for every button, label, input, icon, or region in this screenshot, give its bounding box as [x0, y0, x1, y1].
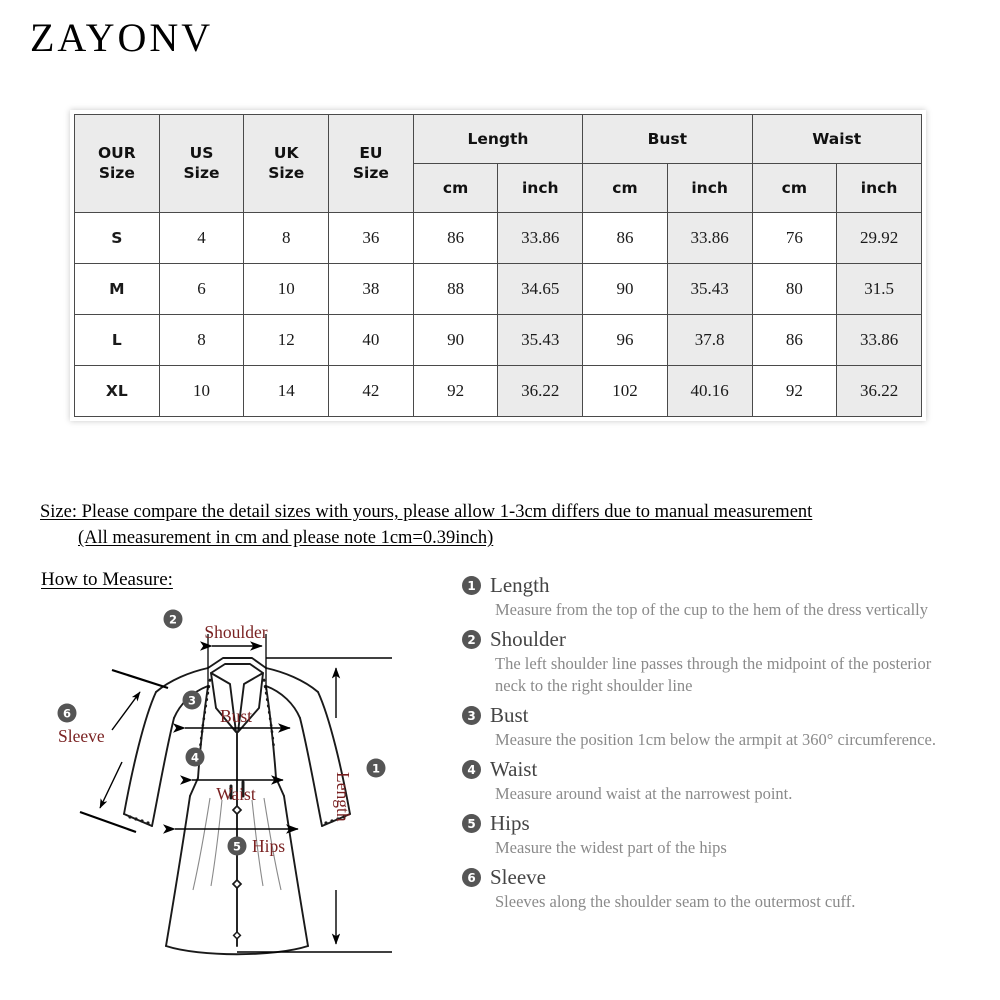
instruction-description: Measure around waist at the narrowest point.	[495, 784, 793, 804]
header-our-size-line2: Size	[98, 163, 135, 182]
cell-bust-cm: 96	[583, 315, 668, 366]
cell-bust-inch: 40.16	[667, 366, 752, 417]
header-us-size-line1: US	[189, 143, 214, 162]
instruction-item-hips	[462, 812, 962, 859]
instruction-header	[462, 866, 962, 889]
instruction-header	[462, 758, 962, 781]
cell-us-size: 4	[159, 213, 244, 264]
table-row	[75, 264, 922, 315]
diagram-badge-waist	[186, 748, 205, 767]
cell-waist-inch: 29.92	[837, 213, 922, 264]
cell-length-inch: 35.43	[498, 315, 583, 366]
cell-bust-cm: 86	[583, 213, 668, 264]
header-eu-size-line2: Size	[352, 163, 389, 182]
instruction-item-sleeve	[462, 866, 962, 913]
cell-eu-size: 38	[329, 264, 414, 315]
cell-bust-inch: 35.43	[667, 264, 752, 315]
diagram-badge-shoulder-number: 2	[168, 612, 178, 627]
header-our-size	[75, 115, 160, 213]
instruction-description: Measure from the top of the cup to the hem of the dress vertically	[495, 600, 928, 620]
diagram-label-hips: Hips	[252, 836, 286, 856]
cell-length-cm: 88	[413, 264, 498, 315]
cell-uk-size: 14	[244, 366, 329, 417]
instruction-title: Waist	[490, 757, 538, 782]
size-disclaimer	[40, 499, 980, 552]
diagram-label-length: Length	[333, 772, 353, 822]
size-chart-table	[74, 114, 922, 417]
header-eu-size	[329, 115, 414, 213]
measurement-instructions-list	[462, 574, 962, 920]
diagram-badge-hips-number: 5	[232, 839, 242, 854]
diagram-badge-waist-number: 4	[190, 750, 200, 765]
diagram-label-shoulder: Shoulder	[204, 622, 268, 642]
instruction-number-badge: 4	[462, 760, 481, 779]
instruction-number-badge: 6	[462, 868, 481, 887]
cell-waist-cm: 86	[752, 315, 837, 366]
diagram-label-waist: Waist	[216, 784, 256, 804]
diagram-badge-shoulder	[164, 610, 183, 629]
cell-uk-size: 10	[244, 264, 329, 315]
instruction-item-bust	[462, 704, 962, 751]
disclaimer-line-1: Size: Please compare the detail sizes with yours, please allow 1-3cm differs due to manual measurement	[40, 502, 813, 522]
brand-logo: ZAYONV	[30, 15, 214, 60]
instruction-header	[462, 704, 962, 727]
diagram-label-bust: Bust	[219, 706, 253, 726]
instruction-title: Sleeve	[490, 865, 546, 890]
cell-us-size: 6	[159, 264, 244, 315]
how-to-measure-heading: How to Measure:	[41, 569, 173, 590]
cell-length-inch: 34.65	[498, 264, 583, 315]
cell-waist-cm: 76	[752, 213, 837, 264]
header-our-size-line1: OUR	[97, 143, 136, 162]
diagram-badge-bust	[183, 691, 202, 710]
cell-bust-cm: 90	[583, 264, 668, 315]
header-uk-size-line2: Size	[268, 163, 305, 182]
instruction-item-shoulder	[462, 628, 962, 697]
instruction-number-badge: 5	[462, 814, 481, 833]
cell-waist-inch: 31.5	[837, 264, 922, 315]
instruction-header	[462, 812, 962, 835]
instruction-number-badge: 1	[462, 576, 481, 595]
diagram-badge-bust-number: 3	[187, 693, 197, 708]
cell-eu-size: 36	[329, 213, 414, 264]
instruction-number-badge: 2	[462, 630, 481, 649]
diagram-badge-length	[367, 759, 386, 778]
size-chart-table-container	[74, 114, 922, 417]
header-uk-size-line1: UK	[273, 143, 299, 162]
table-row	[75, 213, 922, 264]
cell-our-size: XL	[75, 366, 160, 417]
cell-our-size: M	[75, 264, 160, 315]
cell-eu-size: 42	[329, 366, 414, 417]
cell-uk-size: 12	[244, 315, 329, 366]
dress-measurement-illustration	[40, 600, 460, 990]
instruction-description: Measure the widest part of the hips	[495, 838, 727, 858]
instruction-title: Length	[490, 573, 550, 597]
instruction-number-badge: 3	[462, 706, 481, 725]
header-bust-inch: inch	[667, 164, 752, 213]
instruction-header	[462, 574, 962, 597]
instruction-header	[462, 628, 962, 651]
cell-bust-inch: 37.8	[667, 315, 752, 366]
instruction-item-length	[462, 574, 962, 621]
cell-waist-inch: 33.86	[837, 315, 922, 366]
header-us-size-line2: Size	[183, 163, 220, 182]
disclaimer-line-2: (All measurement in cm and please note 1cm=0.39inch)	[78, 528, 494, 549]
table-row	[75, 366, 922, 417]
diagram-badge-hips	[228, 837, 247, 856]
diagram-label-sleeve: Sleeve	[58, 726, 105, 746]
cell-waist-inch: 36.22	[837, 366, 922, 417]
instruction-title: Hips	[490, 811, 530, 836]
cell-eu-size: 40	[329, 315, 414, 366]
cell-length-inch: 33.86	[498, 213, 583, 264]
cell-length-cm: 86	[413, 213, 498, 264]
header-bust-cm: cm	[583, 164, 668, 213]
cell-bust-cm: 102	[583, 366, 668, 417]
header-eu-size-line1: EU	[359, 143, 383, 162]
cell-waist-cm: 92	[752, 366, 837, 417]
instruction-description: The left shoulder line passes through the midpoint of the posterior neck to the right shoulder line	[495, 654, 932, 696]
header-us-size	[159, 115, 244, 213]
cell-length-cm: 90	[413, 315, 498, 366]
header-waist-inch: inch	[837, 164, 922, 213]
size-chart-table-body	[75, 213, 922, 417]
header-length-cm: cm	[413, 164, 498, 213]
cell-waist-cm: 80	[752, 264, 837, 315]
diagram-badge-length-number: 1	[371, 761, 381, 776]
cell-us-size: 10	[159, 366, 244, 417]
table-header-row-groups	[75, 115, 922, 164]
instruction-item-waist	[462, 758, 962, 805]
diagram-badge-sleeve-number: 6	[62, 706, 72, 721]
instruction-description: Measure the position 1cm below the armpit at 360° circumference.	[495, 730, 936, 750]
header-uk-size	[244, 115, 329, 213]
table-row	[75, 315, 922, 366]
instruction-title: Shoulder	[490, 627, 566, 652]
diagram-badge-sleeve	[58, 704, 77, 723]
instruction-description: Sleeves along the shoulder seam to the outermost cuff.	[495, 892, 856, 912]
cell-us-size: 8	[159, 315, 244, 366]
header-waist-cm: cm	[752, 164, 837, 213]
header-waist-group: Waist	[752, 115, 922, 164]
header-bust-group: Bust	[583, 115, 752, 164]
measurement-diagram	[40, 600, 460, 990]
instruction-title: Bust	[490, 703, 529, 727]
cell-length-inch: 36.22	[498, 366, 583, 417]
cell-our-size: L	[75, 315, 160, 366]
header-length-inch: inch	[498, 164, 583, 213]
size-chart-table-head	[75, 115, 922, 213]
header-length-group: Length	[413, 115, 582, 164]
cell-length-cm: 92	[413, 366, 498, 417]
cell-bust-inch: 33.86	[667, 213, 752, 264]
cell-uk-size: 8	[244, 213, 329, 264]
cell-our-size: S	[75, 213, 160, 264]
